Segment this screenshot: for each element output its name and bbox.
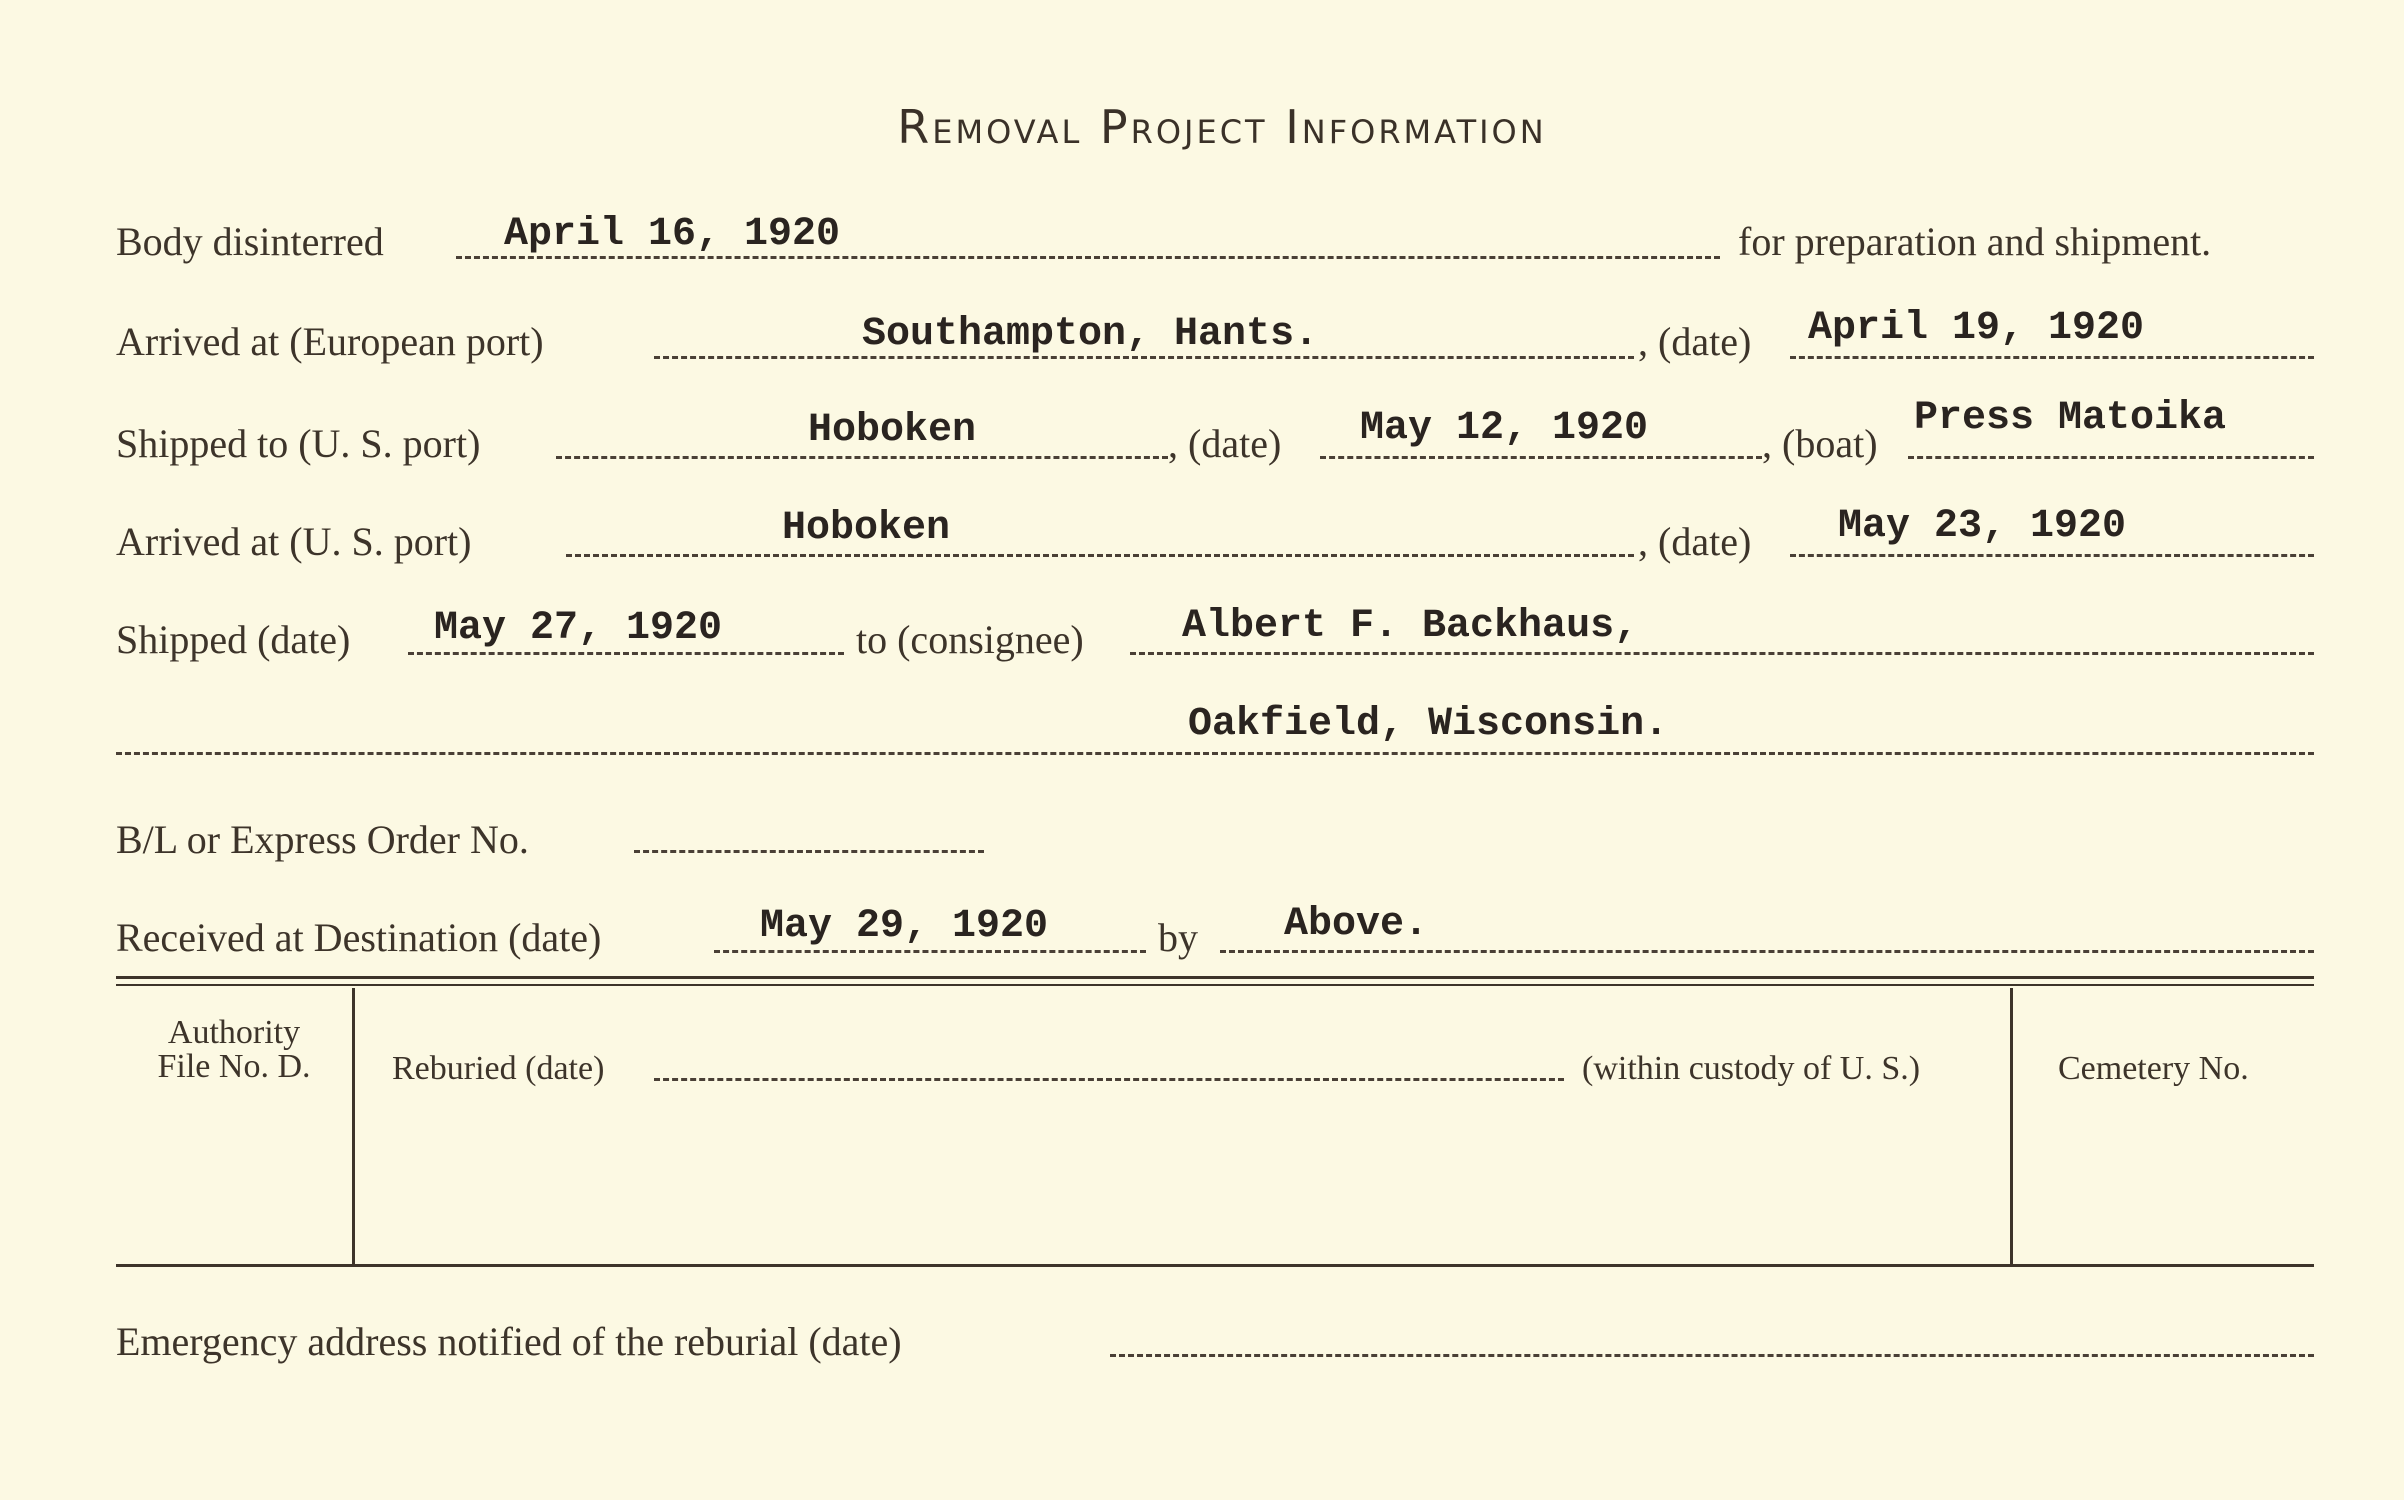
- authority-label: [116, 1016, 352, 1084]
- by-line: [1220, 950, 2314, 953]
- preparation-label: for preparation and shipment.: [1738, 219, 2212, 264]
- body-disinterred-label: Body disinterred: [116, 219, 384, 264]
- consignee-label: to (consignee): [856, 617, 1084, 662]
- arrived-date-label: , (date): [1638, 519, 1752, 564]
- consignee-value-line2: Oakfield, Wisconsin.: [1188, 702, 1669, 747]
- us-port-arrived-line: [566, 554, 1634, 557]
- box-divider-right: [2010, 988, 2013, 1264]
- by-value: Above.: [1284, 902, 1429, 947]
- european-date-line: [1790, 356, 2314, 359]
- received-date-value: May 29, 1920: [760, 904, 1049, 949]
- shipped-date-row-value: May 27, 1920: [434, 606, 723, 651]
- emergency-address-line: [1110, 1354, 2314, 1357]
- boat-value: Press Matoika: [1914, 396, 2227, 441]
- european-date-label: , (date): [1638, 319, 1752, 364]
- boat-line: [1908, 456, 2314, 459]
- consignee-address-line: [116, 752, 2314, 755]
- us-port-arrived-label: Arrived at (U. S. port): [116, 519, 472, 564]
- reburied-line: [654, 1078, 1564, 1081]
- european-port-label: Arrived at (European port): [116, 319, 544, 364]
- arrived-date-line: [1790, 554, 2314, 557]
- shipped-date-label: , (date): [1168, 421, 1282, 466]
- shipped-date-row-line: [408, 652, 844, 655]
- shipped-date-line: [1320, 456, 1762, 459]
- custody-label: (within custody of U. S.): [1582, 1050, 1921, 1087]
- form-title: Removal Project Information: [897, 100, 1547, 154]
- emergency-address-label: Emergency address notified of the reburial (date): [116, 1319, 902, 1364]
- box-bottom-rule: [116, 1264, 2314, 1267]
- cemetery-label: Cemetery No.: [2058, 1050, 2249, 1087]
- european-port-value: Southampton, Hants.: [862, 312, 1319, 357]
- bl-order-label: B/L or Express Order No.: [116, 817, 529, 862]
- received-date-line: [714, 950, 1146, 953]
- disinterred-date-value: April 16, 1920: [504, 212, 841, 257]
- authority-line1: Authority: [167, 1014, 301, 1051]
- consignee-line: [1130, 652, 2314, 655]
- shipped-date-row-label: Shipped (date): [116, 617, 351, 662]
- reburied-label: Reburied (date): [392, 1050, 605, 1087]
- box-top-rule-2: [116, 984, 2314, 986]
- box-top-rule-1: [116, 976, 2314, 979]
- authority-line2: File No. D.: [157, 1048, 311, 1085]
- us-port-shipped-label: Shipped to (U. S. port): [116, 421, 481, 466]
- received-destination-label: Received at Destination (date): [116, 915, 602, 960]
- bl-order-line: [634, 850, 984, 853]
- boat-label: , (boat): [1762, 421, 1878, 466]
- us-port-shipped-value: Hoboken: [808, 408, 977, 453]
- us-port-shipped-line: [556, 456, 1168, 459]
- box-divider-left: [352, 988, 355, 1264]
- european-date-value: April 19, 1920: [1808, 306, 2145, 351]
- shipped-date-value: May 12, 1920: [1360, 406, 1649, 451]
- us-port-arrived-value: Hoboken: [782, 506, 951, 551]
- consignee-value-line1: Albert F. Backhaus,: [1182, 604, 1639, 649]
- arrived-date-value: May 23, 1920: [1838, 504, 2127, 549]
- by-label: by: [1158, 915, 1198, 960]
